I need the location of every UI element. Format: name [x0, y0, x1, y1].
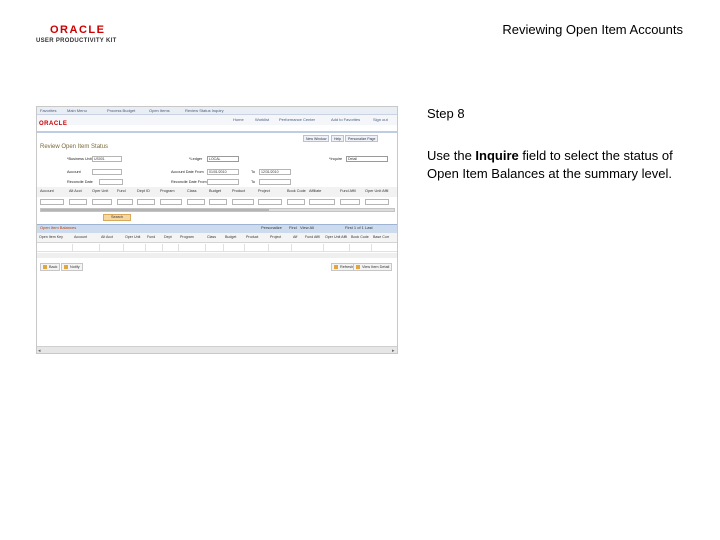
- criteria-col-budget: Budget: [209, 189, 222, 193]
- row-divider: [268, 244, 269, 252]
- criteria-scroll-thumb[interactable]: [41, 209, 269, 211]
- grid-find-link[interactable]: Find: [289, 225, 297, 230]
- results-col-project: Project: [270, 235, 282, 239]
- inquire-dropdown[interactable]: Detail: [346, 156, 388, 162]
- criteria-col-product: Product: [232, 189, 246, 193]
- row-divider: [371, 244, 372, 252]
- results-grid-titlebar: [37, 224, 397, 233]
- notify-button[interactable]: [61, 263, 83, 271]
- results-col-aff: Aff: [293, 235, 298, 239]
- criteria-col-account: Account: [40, 189, 54, 193]
- criteria-col-oper-unit-affil: Oper Unit Affil: [365, 189, 389, 193]
- grid-scroll-track[interactable]: [37, 253, 397, 258]
- criteria-budget-input[interactable]: [209, 199, 227, 205]
- criteria-col-oper-unit: Oper Unit: [92, 189, 109, 193]
- header-divider: [37, 131, 397, 133]
- row-divider: [145, 244, 146, 252]
- top-link-main-menu[interactable]: Main Menu: [67, 108, 87, 113]
- account-date-from-field[interactable]: 01/01/2010: [207, 169, 239, 175]
- reconcile-date-to-label: To: [251, 180, 256, 184]
- nav-link-sign-out[interactable]: Sign out: [373, 117, 388, 122]
- ledger-label: *Ledger: [189, 157, 203, 161]
- step-label: Step 8: [427, 106, 465, 121]
- results-col-budget: Budget: [225, 235, 237, 239]
- criteria-col-book-code: Book Code: [287, 189, 306, 193]
- top-link-review-status[interactable]: Review Status Inquiry: [185, 108, 224, 113]
- nav-link-performance-center[interactable]: Performance Center: [279, 117, 316, 122]
- criteria-col-fund: Fund: [117, 189, 126, 193]
- criteria-fund-input[interactable]: [117, 199, 133, 205]
- results-col-account: Account: [74, 235, 87, 239]
- back-button[interactable]: [40, 263, 60, 271]
- logo-brand: ORACLE: [50, 24, 106, 36]
- refresh-label: Refresh: [340, 265, 354, 269]
- row-divider: [72, 244, 73, 252]
- page-horizontal-scrollbar[interactable]: [37, 346, 397, 354]
- results-col-book-code: Book Code: [351, 235, 369, 239]
- top-link-process-budget[interactable]: Process Budget: [107, 108, 136, 113]
- criteria-col-class: Class: [187, 189, 197, 193]
- top-link-open-items[interactable]: Open Items: [149, 108, 170, 113]
- view-item-detail-label: View Item Detail: [362, 265, 390, 269]
- criteria-fund-affil-input[interactable]: [340, 199, 360, 205]
- instruction-text-post: field to select the status of Open Item Balances at the summary level.: [427, 148, 673, 181]
- personalize-page-button[interactable]: Personalize Page: [345, 135, 378, 142]
- business-unit-field[interactable]: US001: [92, 156, 122, 162]
- row-divider: [223, 244, 224, 252]
- table-row: [37, 244, 397, 252]
- account-date-to-label: To: [251, 170, 256, 174]
- row-divider: [244, 244, 245, 252]
- oracle-upk-logo: [36, 20, 132, 50]
- criteria-dept-input[interactable]: [137, 199, 155, 205]
- application-screenshot: [36, 106, 398, 354]
- results-col-oper-unit-affil: Oper Unit Affil: [325, 235, 348, 239]
- criteria-col-fund-affil: Fund Affil: [340, 189, 356, 193]
- scroll-right-icon[interactable]: ▸: [392, 348, 395, 354]
- business-unit-label: *Business Unit: [67, 157, 92, 161]
- criteria-col-affiliate: Affiliate: [309, 189, 322, 193]
- row-divider: [178, 244, 179, 252]
- reconcile-date-from-field[interactable]: [207, 179, 239, 185]
- app-brand-logo: ORACLE: [39, 121, 68, 127]
- account-field[interactable]: [92, 169, 122, 175]
- scroll-left-icon[interactable]: ◂: [38, 348, 41, 354]
- reconcile-date-to-field[interactable]: [259, 179, 291, 185]
- criteria-book-code-input[interactable]: [287, 199, 305, 205]
- notify-icon: [64, 265, 68, 269]
- criteria-project-input[interactable]: [258, 199, 282, 205]
- reconcile-date-label: Reconcile Date: [67, 180, 93, 184]
- results-col-fund-affil: Fund Affil: [305, 235, 320, 239]
- top-link-favorites[interactable]: Favorites: [40, 108, 57, 113]
- row-divider: [162, 244, 163, 252]
- results-col-program: Program: [180, 235, 194, 239]
- reconcile-date-field[interactable]: [99, 179, 123, 185]
- results-col-dept: Dept: [164, 235, 172, 239]
- reconcile-date-from-label: Reconcile Date From: [171, 180, 207, 184]
- row-divider: [99, 244, 100, 252]
- criteria-product-input[interactable]: [232, 199, 254, 205]
- results-col-base-curr: Base Curr: [373, 235, 390, 239]
- criteria-program-input[interactable]: [160, 199, 182, 205]
- document-title: Reviewing Open Item Accounts: [502, 22, 683, 37]
- row-divider: [291, 244, 292, 252]
- results-grid-title: Open Item Balances: [40, 225, 77, 230]
- nav-link-worklist[interactable]: Worklist: [255, 117, 270, 122]
- detail-icon: [356, 265, 360, 269]
- page-title: Review Open Item Status: [40, 144, 109, 150]
- search-button[interactable]: Search: [103, 214, 131, 221]
- help-button[interactable]: Help: [331, 135, 344, 142]
- row-divider: [349, 244, 350, 252]
- nav-link-add-favorites[interactable]: Add to Favorites: [331, 117, 361, 122]
- results-col-fund: Fund: [147, 235, 156, 239]
- refresh-icon: [334, 265, 338, 269]
- account-date-to-field[interactable]: 12/31/2010: [259, 169, 291, 175]
- criteria-affiliate-input[interactable]: [309, 199, 335, 205]
- results-col-product: Product: [246, 235, 259, 239]
- criteria-account-input[interactable]: [40, 199, 64, 205]
- grid-view-all-link[interactable]: View All: [300, 225, 314, 230]
- ledger-field[interactable]: LOCAL: [207, 156, 239, 162]
- criteria-class-input[interactable]: [187, 199, 205, 205]
- row-divider: [123, 244, 124, 252]
- criteria-col-project: Project: [258, 189, 270, 193]
- logo-subtitle: USER PRODUCTIVITY KIT: [36, 38, 117, 44]
- row-divider: [323, 244, 324, 252]
- back-label: Back: [49, 265, 58, 269]
- instruction-field-name: Inquire: [475, 148, 519, 163]
- criteria-oper-unit-affil-input[interactable]: [365, 199, 389, 205]
- criteria-col-program: Program: [160, 189, 175, 193]
- criteria-alt-acct-input[interactable]: [69, 199, 87, 205]
- instruction-text-pre: Use the: [427, 148, 476, 163]
- step-instruction: [427, 147, 689, 183]
- new-window-button[interactable]: New Window: [303, 135, 329, 142]
- account-label: Account: [67, 170, 81, 174]
- back-icon: [43, 265, 47, 269]
- grid-personalize-link[interactable]: Personalize: [261, 225, 282, 230]
- notify-label: Notify: [70, 265, 80, 269]
- view-item-detail-button[interactable]: [353, 263, 392, 271]
- results-col-oper-unit: Oper Unit: [125, 235, 141, 239]
- results-col-class: Class: [207, 235, 216, 239]
- nav-link-home[interactable]: Home: [233, 117, 244, 122]
- account-date-from-label: Account Date From: [171, 170, 204, 174]
- results-col-alt-acct: Alt Acct: [101, 235, 113, 239]
- grid-pagination[interactable]: First 1 of 1 Last: [345, 225, 373, 230]
- criteria-oper-unit-input[interactable]: [92, 199, 112, 205]
- row-divider: [205, 244, 206, 252]
- criteria-col-alt-acct: Alt Acct: [69, 189, 82, 193]
- results-col-open-item-key: Open Item Key: [39, 235, 63, 239]
- criteria-col-dept: Dept ID: [137, 189, 150, 193]
- inquire-label: *Inquire: [329, 157, 343, 161]
